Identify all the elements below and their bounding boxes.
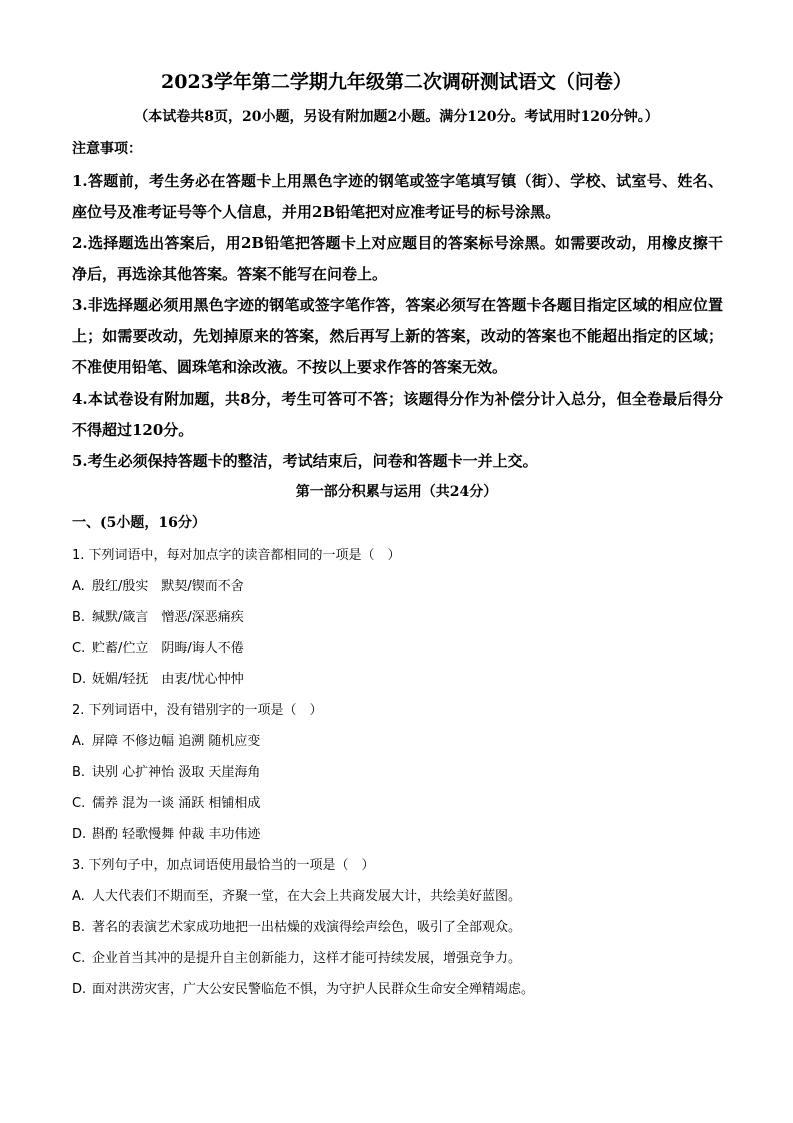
exam-info: （本试卷共8页，20小题，另设有附加题2小题。满分120分。考试用时120分钟。） xyxy=(134,109,659,125)
option-letter: A. xyxy=(72,579,85,594)
option-letter: A. xyxy=(72,734,85,749)
question-1-option-d xyxy=(72,670,732,690)
notice-item-2: 2.选择题选出答案后，用2B铅笔把答题卡上对应题目的答案标号涂黑。如需要改动，用橡皮擦干净后，再选涂其他答案。答案不能写在问卷上。 xyxy=(72,234,723,283)
question-2-option-c xyxy=(72,794,732,814)
option-letter: D. xyxy=(72,982,87,997)
question-1-option-a xyxy=(72,577,732,597)
option-text: 妩媚/轻抚 由衷/忧心忡忡 xyxy=(92,672,244,687)
option-letter: B. xyxy=(72,920,86,935)
option-text: 儒养 混为一谈 涌跃 相铺相成 xyxy=(92,796,261,811)
notice-item-3: 3.非选择题必须用黑色字迹的钢笔或签字笔作答，答案必须写在答题卡各题目指定区域的相应位置上；如需要改动，先划掉原来的答案，然后再写上新的答案，改动的答案也不能超出指定的区域；不准使用铅笔、圆珠笔和涂改液。不按以上要求作答的答案无效。 xyxy=(72,296,723,376)
question-2-stem: 2. 下列词语中，没有错别字的一项是（ ） xyxy=(72,703,323,718)
question-3-option-d xyxy=(72,980,732,1000)
question-1-stem: 1. 下列词语中，每对加点字的读音都相同的一项是（ ） xyxy=(72,548,401,563)
question-1-option-c xyxy=(72,639,732,659)
option-letter: C. xyxy=(72,951,86,966)
question-3-option-b xyxy=(72,918,732,938)
option-letter: A. xyxy=(72,889,85,904)
option-letter: D. xyxy=(72,672,87,687)
section-heading: 一、(5小题，16分） xyxy=(72,515,206,531)
option-text: 斟酌 轻歌慢舞 仲裁 丰功伟迹 xyxy=(92,827,261,842)
option-text: 缄默/箴言 憎恶/深恶痛疾 xyxy=(92,610,244,625)
option-text: 企业首当其冲的是提升自主创新能力，这样才能可持续发展，增强竞争力。 xyxy=(92,951,522,966)
option-letter: D. xyxy=(72,827,87,842)
option-text: 贮蓄/伫立 阴晦/诲人不倦 xyxy=(92,641,244,656)
option-letter: B. xyxy=(72,765,86,780)
question-1-option-b xyxy=(72,608,732,628)
page-title: 2023学年第二学期九年级第二次调研测试语文（问卷） xyxy=(161,71,632,93)
question-3-option-a xyxy=(72,887,732,907)
option-text: 著名的表演艺术家成功地把一出枯燥的戏演得绘声绘色，吸引了全部观众。 xyxy=(92,920,522,935)
question-2-option-d xyxy=(72,825,732,845)
question-3-stem: 3. 下列句子中，加点词语使用最恰当的一项是（ ） xyxy=(72,858,375,873)
option-text: 殷红/殷实 默契/锲而不舍 xyxy=(92,579,244,594)
notice-item-4: 4.本试卷设有附加题，共8分，考生可答可不答；该题得分作为补偿分计入总分，但全卷最后得分不得超过120分。 xyxy=(72,390,723,439)
option-text: 屏障 不修边幅 追溯 随机应变 xyxy=(92,734,261,749)
notice-item-5: 5.考生必须保持答题卡的整洁，考试结束后，问卷和答题卡一并上交。 xyxy=(72,452,538,470)
option-text: 人大代表们不期而至，齐聚一堂，在大会上共商发展大计，共绘美好蓝图。 xyxy=(92,889,522,904)
question-2-option-b xyxy=(72,763,732,783)
question-2-option-a xyxy=(72,732,732,752)
option-letter: B. xyxy=(72,610,86,625)
option-text: 诀别 心扩神怡 汲取 天崖海角 xyxy=(92,765,261,780)
part-heading: 第一部分积累与运用（共24分） xyxy=(295,484,498,500)
notice-item-1: 1.答题前，考生务必在答题卡上用黑色字迹的钢笔或签字笔填写镇（街）、学校、试室号、姓名、座位号及准考证号等个人信息，并用2B铅笔把对应准考证号的标号涂黑。 xyxy=(72,172,723,221)
option-letter: C. xyxy=(72,641,86,656)
option-letter: C. xyxy=(72,796,86,811)
question-3-option-c xyxy=(72,949,732,969)
notice-heading: 注意事项： xyxy=(72,141,142,157)
option-text: 面对洪涝灾害，广大公安民警临危不惧，为守护人民群众生命安全殚精竭虑。 xyxy=(92,982,535,997)
